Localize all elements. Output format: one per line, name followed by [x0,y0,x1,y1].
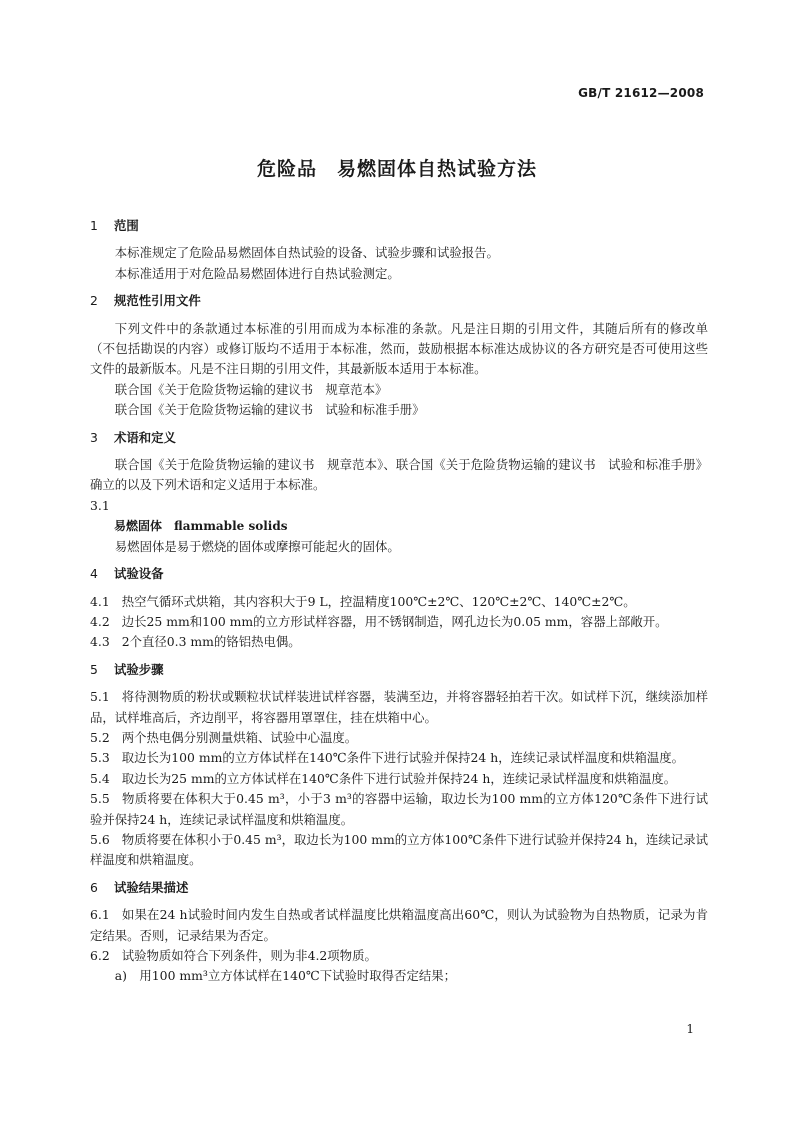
clause [90,612,708,632]
clause [90,946,708,966]
section-heading [90,878,708,898]
clause-text: 物质将要在体积大于0.45 m³，小于3 m³的容器中运输，取边长为100 mm的立方体120℃条件下进行试验并保持24 h，连续记录试样温度和烘箱温度。 [90,791,708,827]
clause-text: 如果在24 h试验时间内发生自热或者试样温度比烘箱温度高出60℃，则认为试验物为自热物质，记录为肯定结果。否则，记录结果为否定。 [90,907,708,943]
section-number: 5 [90,661,98,677]
document-title: 危险品 易燃固体自热试验方法 [256,158,537,180]
clause [90,632,708,652]
clause-text: 物质将要在体积小于0.45 m³，取边长为100 mm的立方体100℃条件下进行试验并保持24 h，连续记录试样温度和烘箱温度。 [90,831,708,868]
clause-number: 5.6 [90,831,110,847]
clause [90,592,708,612]
clause-text: 两个热电偶分别测量烘箱、试验中心温度。 [121,729,358,745]
clause-number: 5.5 [90,791,110,807]
section-number: 4 [90,566,98,582]
section-number: 2 [90,293,98,309]
section-number: 6 [90,879,98,895]
clause-number: 5.2 [90,729,110,745]
section-heading [90,428,708,448]
section-title: 试验设备 [114,566,164,582]
clause [90,728,708,748]
section-heading [90,216,708,236]
standard-code: GB/T 21612—2008 [578,86,704,100]
term-entry [114,516,708,536]
term-chinese: 易燃固体 [114,519,163,534]
clause-number: 5.1 [90,689,110,705]
clause-text: 试验物质如符合下列条件，则为非4.2项物质。 [121,948,377,963]
section-title: 试验结果描述 [114,879,189,895]
clause-text: 2个直径0.3 mm的铬铝热电偶。 [121,634,301,650]
clause [90,905,708,946]
section-heading [90,291,708,311]
clause [90,830,708,871]
list-item: a) 用100 mm³立方体试样在140℃下试验时取得否定结果； [114,968,457,984]
clause-number: 5.3 [90,750,110,766]
clause-number: 4.3 [90,634,110,650]
section-title: 范围 [114,218,139,233]
paragraph: 下列文件中的条款通过本标准的引用而成为本标准的条款。凡是注日期的引用文件，其随后所有的修改单（不包括勘误的内容）或修订版均不适用于本标准，然而，鼓励根据本标准达成协议的各方研究是否可使用这些文件的最新版本。凡是不注日期的引用文件，其最新版本适用于本标准。 [90,320,708,377]
clause-text: 边长25 mm和100 mm的立方形试样容器，用不锈钢制造，网孔边长为0.05 mm，容器上部敞开。 [121,613,668,629]
paragraph: 本标准规定了危险品易燃固体自热试验的设备、试验步骤和试验报告。 [114,245,499,261]
paragraph: 本标准适用于对危险品易燃固体进行自热试验测定。 [114,265,400,281]
reference-item: 联合国《关于危险货物运输的建议书 规章范本》 [114,381,388,397]
clause-number: 6.1 [90,907,110,923]
section-heading [90,660,708,680]
clause-text: 取边长为100 mm的立方体试样在140℃条件下进行试验并保持24 h，连续记录试样温度和烘箱温度。 [121,750,685,766]
section-number: 3 [90,429,98,445]
clause [90,687,708,728]
section-title: 规范性引用文件 [114,293,201,309]
clause-number: 6.2 [90,948,110,963]
clause-text: 热空气循环式烘箱，其内容积大于9 L，控温精度100℃±2℃、120℃±2℃、140℃±2℃。 [121,593,636,609]
term-english: flammable solids [174,519,288,534]
section-number: 1 [90,218,98,233]
clause-number: 4.2 [90,613,110,629]
section-heading [90,564,708,584]
paragraph: 联合国《关于危险货物运输的建议书 规章范本》、联合国《关于危险货物运输的建议书 试验和标准手册》确立的以及下列术语和定义适用于本标准。 [90,457,708,493]
clause [90,789,708,830]
document-body [90,216,708,987]
section-title: 试验步骤 [114,661,164,677]
clause [90,748,708,768]
clause-text: 将待测物质的粉状或颗粒状试样装进试样容器，装满至边，并将容器轻拍若干次。如试样下沉，继续添加样品，试样堆高后，齐边削平，将容器用罩罩住，挂在烘箱中心。 [90,689,708,725]
reference-item: 联合国《关于危险货物运输的建议书 试验和标准手册》 [114,402,425,418]
clause-number: 5.4 [90,770,110,786]
term-definition: 易燃固体是易于燃烧的固体或摩擦可能起火的固体。 [114,538,400,554]
term-number: 3.1 [90,497,110,513]
section-title: 术语和定义 [114,429,176,445]
clause [90,769,708,789]
page-number: 1 [686,1022,694,1036]
clause-number: 4.1 [90,593,110,609]
clause-text: 取边长为25 mm的立方体试样在140℃条件下进行试验并保持24 h，连续记录试样温度和烘箱温度。 [121,770,677,786]
